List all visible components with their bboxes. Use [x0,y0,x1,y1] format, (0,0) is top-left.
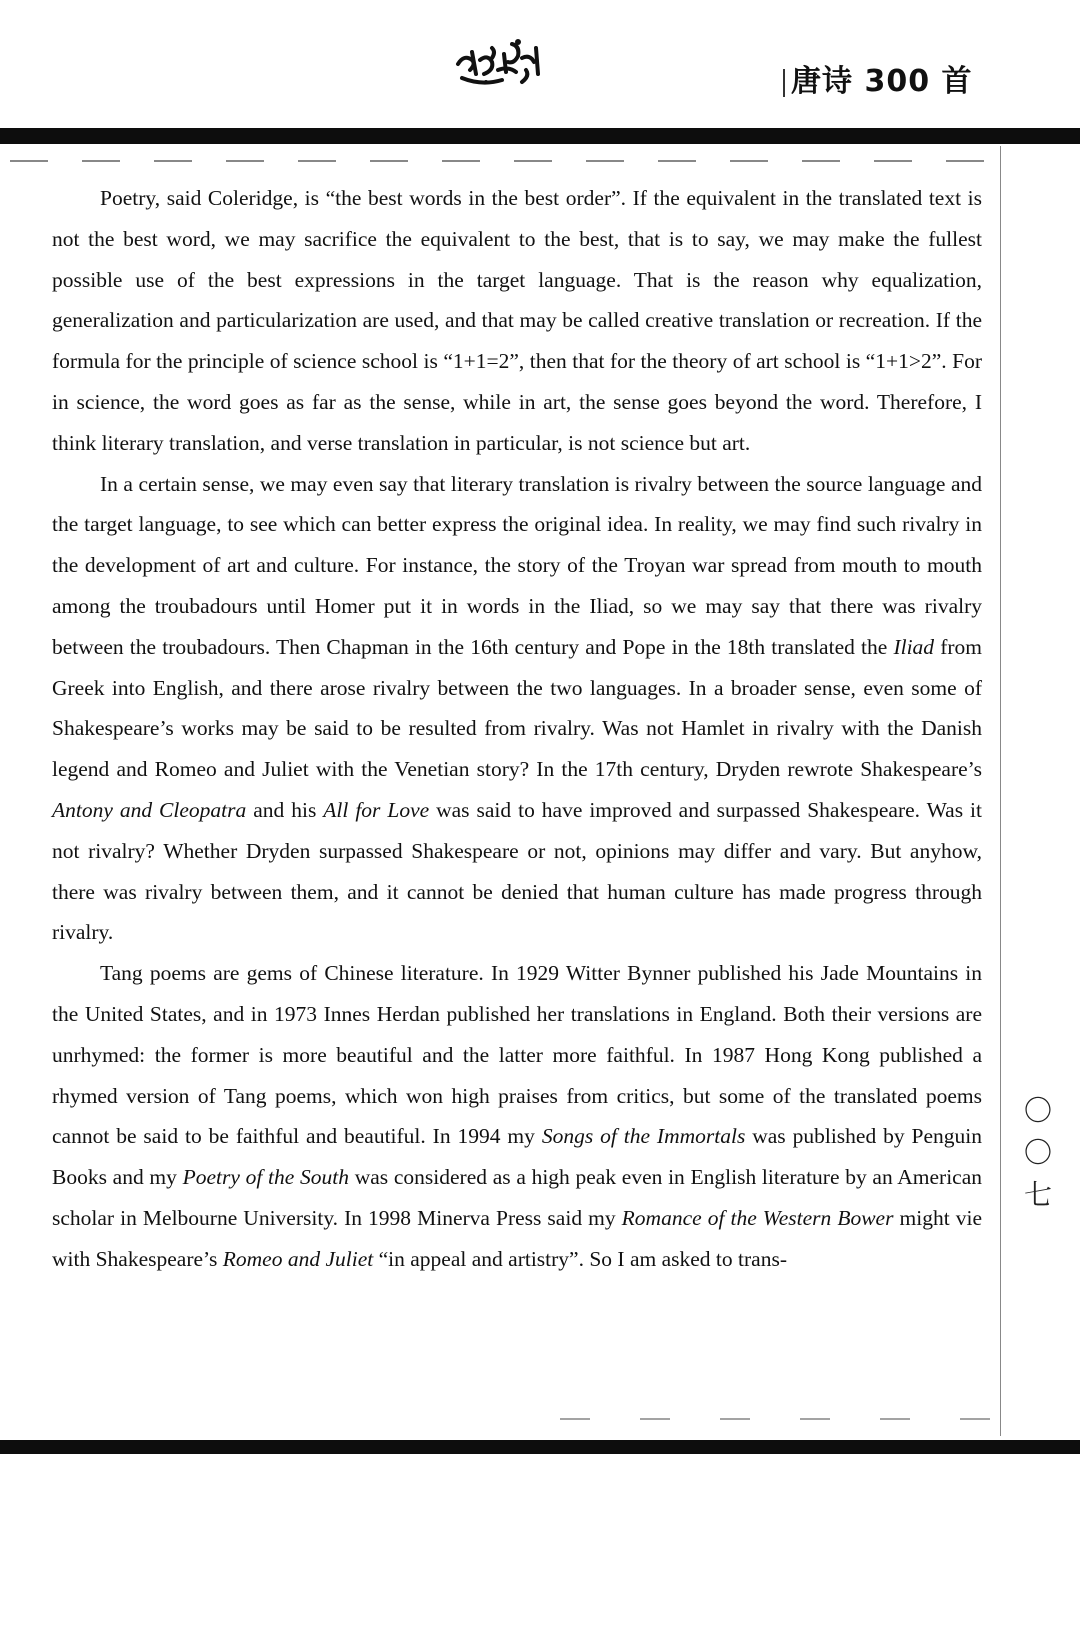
paragraph-text-run: was published by Penguin Books and my [52,1124,983,1190]
calligraphy-logo [452,34,556,94]
paragraph-text-run: Poetry, said Coleridge, is “the best words in the best order”. If the equivalent in the translated text is not the best word, we may sacrifice the equivalent to the best, that is to say, we may make the fullest possible use of the best expressions in the target language. That is the reason why equalization, generalization and particularization are used, and that may be called creative translation or recreation. If the formula for the principle of science school is “1+1=2”, then that for the theory of art school is “1+1>2”. For in science, the word goes as far as the sense, while in art, the sense goes beyond the word. Therefore, I think literary translation, and verse translation in particular, is not science but art. [52,186,982,455]
italic-title-text: Iliad [893,634,935,659]
top-rule [0,128,1080,144]
italic-title-text: Songs of the Immortals [541,1124,746,1149]
side-page-number-char: 七 [1023,1178,1052,1211]
paragraph-text-run: and his [246,797,324,822]
right-margin-line [1000,146,1001,1436]
top-dashed-line [10,160,990,162]
paragraph-text-run: was said to have improved and surpassed Shakespeare. Was it not rivalry? Whether Dryden surpassed Shakespeare or not, opinions may differ and vary. But anyhow, there was rivalry between them, and it cannot be denied that human culture has made progress through rivalry. [52,797,982,945]
paragraph-2 [52,464,982,954]
italic-title-text: All for Love [323,797,430,822]
header-tick [783,69,785,97]
paragraph-text-run: was considered as a high peak even in English literature by an American scholar in Melbourne University. In 1998 Minerva Press said my [52,1165,982,1230]
paragraph-text-run: “in appeal and artistry”. So I am asked to trans- [373,1246,787,1271]
side-page-number-char: 〇 [1023,1094,1052,1127]
paragraph-text-run: might vie with Shakespeare’s [52,1205,983,1271]
italic-title-text: Romance of the Western Bower [621,1205,894,1230]
paragraph-3 [52,953,982,1279]
header-title [783,56,973,100]
side-page-number-char: 〇 [1023,1136,1052,1169]
side-page-number [1018,1090,1058,1216]
header-title-text: 唐诗 300 首 [791,64,973,99]
paragraph-text-run: from Greek into English, and there arose rivalry between the two languages. In a broader sense, even some of Shakespeare’s works may be said to be resulted from rivalry. Was not Hamlet in rivalry with the Danish legend and Romeo and Juliet with the Venetian story? In the 17th century, Dryden rewrote Shakespeare’s [52,634,982,782]
italic-title-text: Romeo and Juliet [222,1246,374,1271]
bottom-dashed-line [560,1418,990,1420]
italic-title-text: Antony and Cleopatra [52,797,247,822]
italic-title-text: Poetry of the South [182,1165,350,1190]
paragraph-text-run: In a certain sense, we may even say that literary translation is rivalry between the source language and the target language, to see which can better express the original idea. In reality, we may find such rivalry in the development of art and culture. For instance, the story of the Troyan war spread from mouth to mouth among the troubadours until Homer put it in words in the Iliad, so we may say that there was rivalry between the troubadours. Then Chapman in the 16th century and Pope in the 18th translated the [52,471,982,659]
paragraph-1 [52,178,982,464]
body-text [52,178,982,1280]
paragraph-text-run: Tang poems are gems of Chinese literature. In 1929 Witter Bynner published his Jade Mountains in the United States, and in 1973 Innes Herdan published her translations in England. Both their versions are unrhymed: the former is more beautiful and the latter more faithful. In 1987 Hong Kong published a rhymed version of Tang poems, which won high praises from critics, but some of the translated poems cannot be said to be faithful and beautiful. In 1994 my [52,961,982,1149]
bottom-rule [0,1440,1080,1454]
